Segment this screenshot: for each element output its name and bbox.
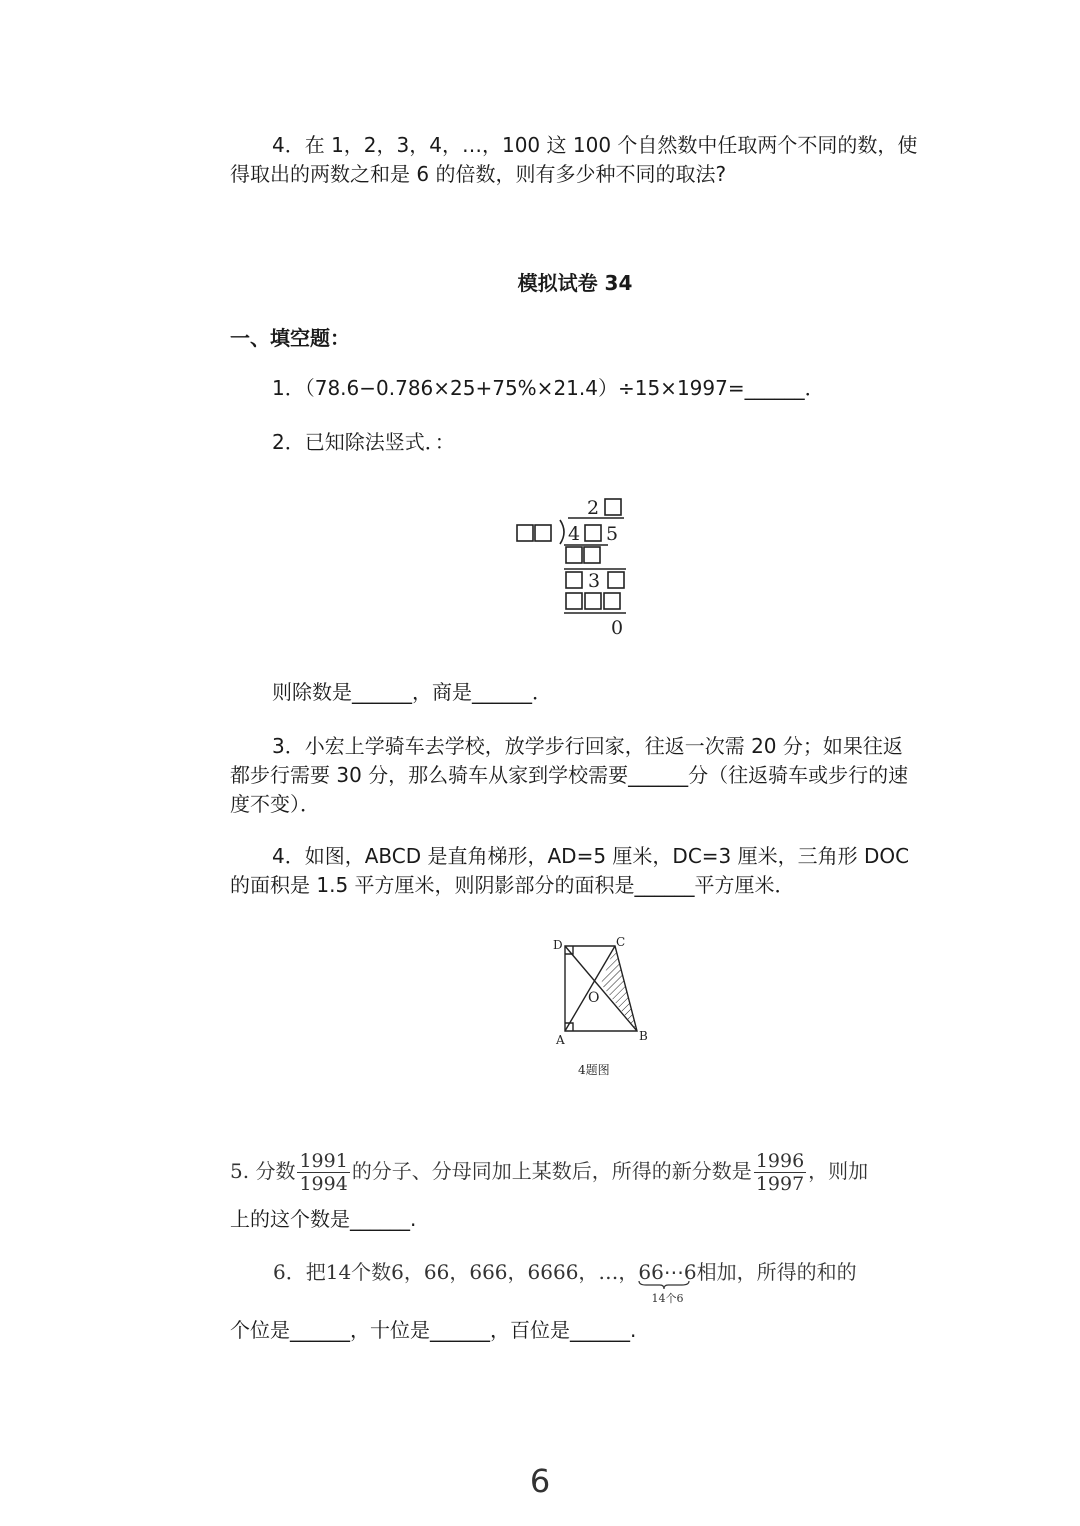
- q5-prefix: 5. 分数: [230, 1159, 296, 1183]
- question-2-answer: 则除数是______，商是______．: [272, 680, 552, 704]
- quotient-digit: 2: [587, 497, 600, 519]
- fraction-numerator: 1996: [755, 1150, 805, 1172]
- question-2-text: 2．已知除法竖式．：: [272, 430, 455, 454]
- fraction-1991-1994: [297, 1150, 349, 1195]
- label-b: B: [639, 1029, 648, 1043]
- q5-suffix: ，则加: [808, 1159, 869, 1183]
- underbrace-label: 14个6: [651, 1292, 684, 1305]
- question-3: 3．小宏上学骑车去学校，放学步行回家，往返一次需 20 分；如果往返都步行需要 30 分，那么骑车从家到学校需要______分（往返骑车或步行的速度不变）．: [230, 734, 909, 816]
- fraction-denominator: 1997: [755, 1173, 805, 1195]
- q6-prefix: 6．把14个数6，66，666，6666，…，: [273, 1260, 639, 1284]
- q6-suffix: 相加，所得的和的: [696, 1260, 857, 1284]
- remainder-digit: 0: [611, 617, 624, 639]
- fraction-1996-1997: [754, 1150, 806, 1195]
- question-5-line1: [230, 1146, 920, 1196]
- label-o: O: [588, 990, 600, 1006]
- question-1: 1．（78.6−0.786×25+75%×21.4）÷15×1997=______．: [272, 376, 825, 400]
- exam-title: 模拟试卷 34: [517, 271, 633, 295]
- q5-middle: 的分子、分母同加上某数后，所得的新分数是: [351, 1159, 752, 1183]
- dividend-first-digit: 4: [568, 523, 581, 545]
- fraction-denominator: 1994: [299, 1173, 348, 1195]
- question-5-line2: 上的这个数是______.: [230, 1207, 417, 1231]
- fraction-numerator: 1991: [299, 1150, 348, 1172]
- trapezoid-figure: [545, 932, 655, 1082]
- question-6-line2: 个位是______，十位是______，百位是______.: [230, 1318, 637, 1342]
- braced-number: 66⋯6: [638, 1260, 697, 1284]
- question-4-text: 4．如图，ABCD 是直角梯形，AD=5 厘米，DC=3 厘米，三角形 DOC 的面积是 1.5 平方厘米，则阴影部分的面积是______平方厘米．: [230, 844, 910, 897]
- figure-caption: 4题图: [578, 1063, 610, 1077]
- middle-digit: 3: [588, 570, 601, 592]
- label-c: C: [616, 935, 626, 949]
- dividend-last-digit: 5: [606, 523, 619, 545]
- page-number: 6: [529, 1462, 551, 1500]
- question-6-line1: [273, 1258, 913, 1305]
- label-d: D: [553, 938, 563, 952]
- underbrace-number: [638, 1258, 697, 1305]
- section-title: 一、填空题：: [230, 326, 350, 350]
- long-division-figure: [508, 492, 638, 642]
- previous-question: 4．在 1，2，3，4，…，100 这 100 个自然数中任取两个不同的数，使得取出的两数之和是 6 的倍数，则有多少种不同的取法?: [230, 133, 918, 186]
- label-a: A: [556, 1033, 565, 1047]
